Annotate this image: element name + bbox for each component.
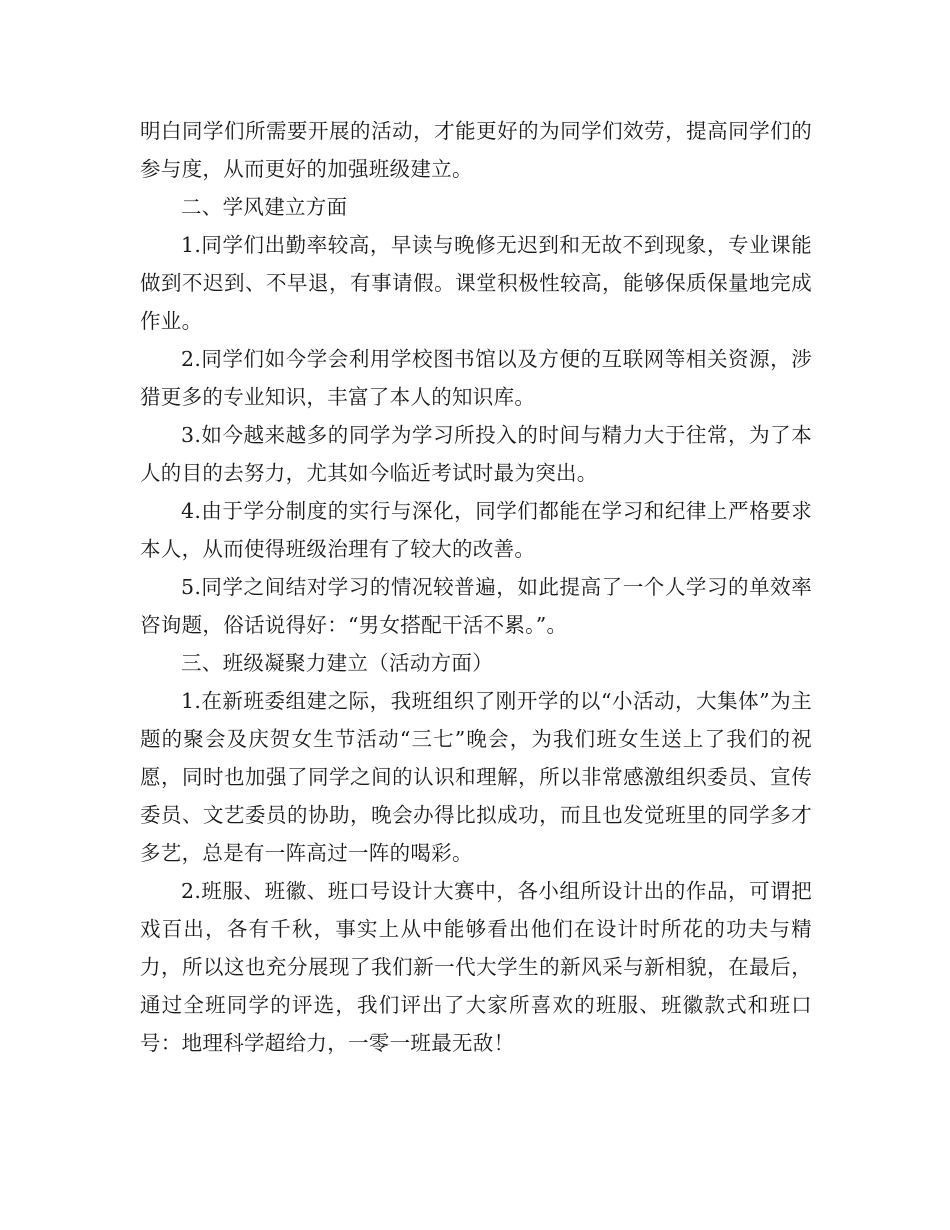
paragraph-study-item-5: 5.同学之间结对学习的情况较普遍，如此提高了一个人学习的单效率咨询题，俗话说得好：“男女搭配干活不累。”。 [140,575,812,637]
section-heading-class-cohesion: 三、班级凝聚力建立（活动方面） [181,651,493,675]
section-heading-study-style: 二、学风建立方面 [181,195,348,219]
paragraph-activity-item-1: 1.在新班委组建之际，我班组织了刚开学的以“小活动，大集体”为主题的聚会及庆贺女生节活动“三七”晚会，为我们班女生送上了我们的祝愿，同时也加强了同学之间的认识和理解，所以非常感激组织委员、宣传委员、文艺委员的协助，晚会办得比拟成功，而且也发觉班里的同学多才多艺，总是有一阵高过一阵的喝彩。 [140,689,812,865]
paragraph-study-item-4: 4.由于学分制度的实行与深化，同学们都能在学习和纪律上严格要求本人，从而使得班级治理有了较大的改善。 [140,499,812,561]
document-body [140,112,812,1062]
paragraph-study-item-3: 3.如今越来越多的同学为学习所投入的时间与精力大于往常，为了本人的目的去努力，尤其如今临近考试时最为突出。 [140,423,812,485]
paragraph-study-item-2: 2.同学们如今学会利用学校图书馆以及方便的互联网等相关资源，涉猎更多的专业知识，丰富了本人的知识库。 [140,347,812,409]
paragraph-activity-item-2: 2.班服、班徽、班口号设计大赛中，各小组所设计出的作品，可谓把戏百出，各有千秋，事实上从中能够看出他们在设计时所花的功夫与精力，所以这也充分展现了我们新一代大学生的新风采与新相貌，在最后，通过全班同学的评选，我们评出了大家所喜欢的班服、班徽款式和班口号：地理科学超给力，一零一班最无敌！ [140,879,812,1055]
paragraph-intro-continuation: 明白同学们所需要开展的活动，才能更好的为同学们效劳，提高同学们的参与度，从而更好的加强班级建立。 [140,119,812,181]
paragraph-study-item-1: 1.同学们出勤率较高，早读与晚修无迟到和无故不到现象，专业课能做到不迟到、不早退，有事请假。课堂积极性较高，能够保质保量地完成作业。 [140,233,812,333]
